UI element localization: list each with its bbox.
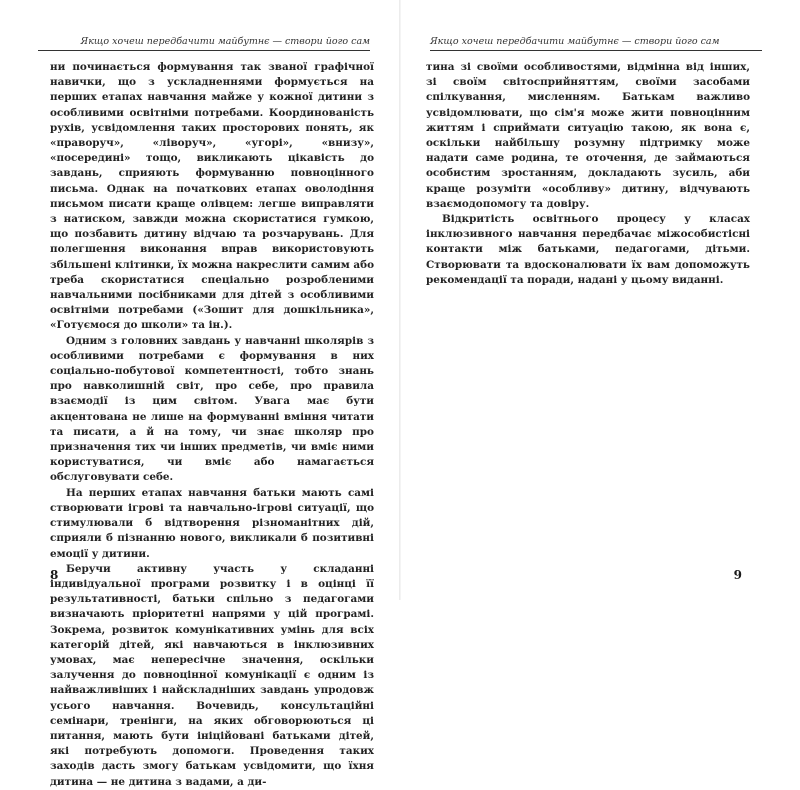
paragraph: Одним з головних завдань у навчанні школярів з особливими потребами є формування в них соціально-побутової компетентності, тобто знань про навколишній світ, про себе, про правила взаємодії із цим світом. Увага має бути акцентована не лише на формуванні вміння читати та писати, а й на тому, чи знає школяр про призначення тих чи інших предметів, чи вміє ними користуватися, чи вміє або намагається обслуговувати себе. — [50, 334, 374, 484]
header-rule-right — [430, 50, 762, 51]
paragraph: ни починається формування так званої графічної навички, що з ускладненнями формується на перших етапах навчання майже у кожної дитини з особливими освітніми потребами. Координованість рухів, усвідомлення таких просторових понять, як «праворуч», «ліворуч», «угорі», «внизу», «посередині» тощо, викликають цікавість до завдань, сприяють формуванню повноцінного письма. Однак на початкових етапах оволодіння письмом писати краще олівцем: легше виправляти з натиском, завжди можна скористатися гумкою, що позбавить дитину відчаю та розчарувань. Для полегшення виконання вправ використовують збільшені клітинки, їх можна накреслити самим або треба скористатися спеціально розробленими навчальними посібниками для дітей з особливими освітніми потребами («Зошит для дошкільника», «Готуємося до школи» та ін.). — [50, 61, 374, 332]
paragraph: Беручи активну участь у складанні індивідуальної програми розвитку і в оцінці її результативності, батьки спільно з педагогами визначають пріоритетні напрями у цій програмі. Зокрема, розвиток комунікативних умінь для всіх категорій дітей, які навчаються в інклюзивних умовах, має непересічне значення, оскільки залучення до повноцінної комунікації є одним із найважливіших і найскладніших завдань упродовж усього навчання. Вочевидь, консультаційні семінари, тренінги, на яких обговорюються ці питання, мають бути ініційовані батьками дітей, які потребують допомоги. Проведення таких заходів дасть змогу батькам усвідомити, що їхня дитина — не дитина з вадами, а ди- — [50, 562, 374, 788]
page-number-right: 9 — [733, 568, 742, 582]
paragraph: тина зі своїми особливостями, відмінна від інших, зі своїм світосприйняттям, своїми засобами спілкування, мисленням. Батькам важливо усвідомлювати, що сім'я може жити повноцінним життям і сприймати ситуацію такою, як вона є, оскільки найбільшу розумну підтримку може надати саме родина, те оточення, де займаються особистим зростанням, докладають зусиль, аби краще розуміти «особливу» дитину, відчувають взаємодопомогу та довіру. — [426, 61, 750, 210]
running-head-right: Якщо хочеш передбачити майбутнє — створи його сам — [430, 36, 720, 47]
right-page-body — [426, 60, 750, 288]
paragraph: На перших етапах навчання батьки мають самі створювати ігрові та навчально-ігрові ситуації, що стимулювали б відтворення різноманітних дій, сприяли б пізнанню нового, викликали б позитивні емоції у дитини. — [50, 486, 374, 560]
running-head-left: Якщо хочеш передбачити майбутнє — створи його сам — [80, 36, 370, 47]
paragraph: Відкритість освітнього процесу у класах інклюзивного навчання передбачає міжособистісні контакти між батьками, педагогами, дітьми. Створювати та вдосконалювати їх вам допоможуть рекомендації та поради, надані у цьому виданні. — [426, 213, 750, 286]
right-page — [400, 0, 800, 600]
page-number-left: 8 — [50, 568, 59, 582]
left-page-body — [50, 60, 374, 790]
left-page — [0, 0, 400, 788]
header-rule-left — [38, 50, 370, 51]
